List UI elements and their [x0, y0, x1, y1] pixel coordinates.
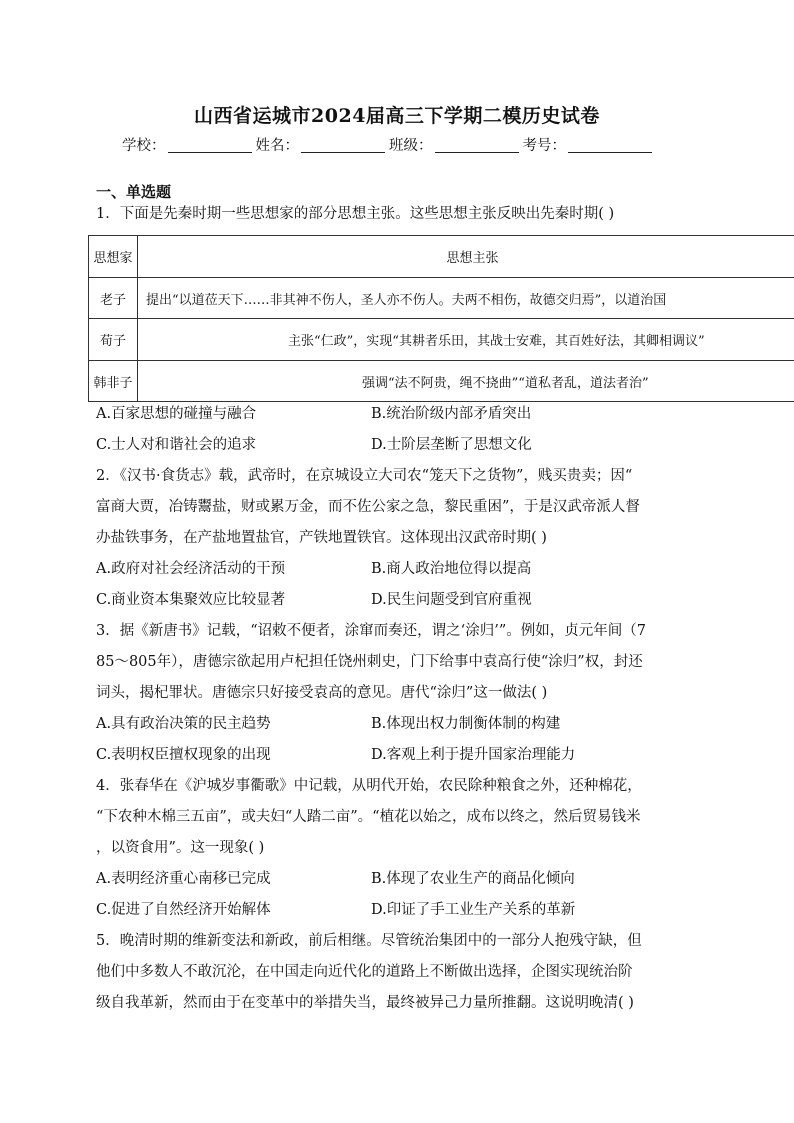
table-row	[89, 319, 794, 361]
table-cell-idea: 强调“法不阿贵，绳不挠曲”“道私者乱，道法者治”	[138, 361, 794, 402]
student-info-row	[122, 134, 656, 155]
table-header-row	[89, 236, 794, 278]
q3-line: 3．据《新唐书》记载，“诏敕不便者，涂窜而奏还，谓之‘涂归’”。例如，贞元年间（7	[96, 623, 646, 639]
q5-line: 级自我革新，然而由于在变革中的举措失当，最终被异己力量所推翻。这说明晚清( )	[96, 995, 634, 1011]
q2-line: 富商大贾，冶铸鬻盐，财或累万金，而不佐公家之急，黎民重困”，于是汉武帝派人督	[96, 499, 640, 515]
table-cell-idea: 主张“仁政”，实现“其耕者乐田，其战士安难，其百姓好法，其卿相调议”	[138, 319, 794, 361]
q4-line: 4．张春华在《沪城岁事衢歌》中记载，从明代开始，农民除种粮食之外，还种棉花，	[96, 778, 642, 794]
q2-option-a[interactable]: A.政府对社会经济活动的干预	[96, 561, 286, 577]
q4-option-d[interactable]: D.印证了手工业生产关系的革新	[371, 902, 576, 918]
table-cell-thinker: 韩非子	[89, 361, 138, 402]
q2-line: 2．《汉书·食货志》载，武帝时，在京城设立大司农“笼天下之货物”，贱买贵卖；因“	[96, 468, 633, 484]
q2-option-d[interactable]: D.民生问题受到官府重视	[371, 592, 532, 608]
q2-option-c[interactable]: C.商业资本集聚效应比较显著	[96, 592, 286, 608]
q4-option-c[interactable]: C.促进了自然经济开始解体	[96, 902, 271, 918]
q2-line: 办盐铁事务，在产盐地置盐官，产铁地置铁官。这体现出汉武帝时期( )	[96, 530, 547, 546]
q3-option-c[interactable]: C.表明权臣擅权现象的出现	[96, 747, 271, 763]
table-cell-thinker: 荀子	[89, 319, 138, 361]
q1-option-b[interactable]: B.统治阶级内部矛盾突出	[371, 406, 532, 422]
q3-option-d[interactable]: D.客观上利于提升国家治理能力	[371, 747, 576, 763]
class-blank[interactable]	[435, 138, 519, 153]
section-title: 一、单选题	[96, 183, 172, 201]
q3-line: 词头，揭杞罪状。唐德宗只好接受袁高的意见。唐代“涂归”这一做法( )	[96, 685, 548, 701]
table-cell-idea: 提出“以道莅天下……非其神不伤人，圣人亦不伤人。夫两不相伤，故德交归焉”，以道治国	[138, 278, 794, 319]
table-row	[89, 361, 794, 402]
name-blank[interactable]	[301, 138, 385, 153]
q3-option-b[interactable]: B.体现出权力制衡体制的构建	[371, 716, 561, 732]
q5-line: 5．晚清时期的维新变法和新政，前后相继。尽管统治集团中的一部分人抱残守缺，但	[96, 933, 642, 949]
q4-option-a[interactable]: A.表明经济重心南移已完成	[96, 871, 271, 887]
exam-no-label: 考号：	[522, 138, 566, 154]
table-header-cell: 思想家	[89, 236, 138, 278]
school-label: 学校：	[122, 138, 166, 154]
q1-option-a[interactable]: A.百家思想的碰撞与融合	[96, 406, 257, 422]
q1-option-d[interactable]: D.士阶层垄断了思想文化	[371, 437, 532, 453]
q4-line: ，以资食用”。这一现象( )	[96, 840, 265, 856]
q3-option-a[interactable]: A.具有政治决策的民主趋势	[96, 716, 271, 732]
q1-stem: 1．下面是先秦时期一些思想家的部分思想主张。这些思想主张反映出先秦时期( )	[96, 206, 615, 222]
q1-table	[88, 235, 794, 402]
table-header-cell: 思想主张	[138, 236, 794, 278]
q2-option-b[interactable]: B.商人政治地位得以提高	[371, 561, 532, 577]
q3-line: 85～805年），唐德宗欲起用卢杞担任饶州刺史，门下给事中袁高行使“涂归”权，封还	[96, 654, 643, 670]
school-blank[interactable]	[168, 138, 252, 153]
q4-line: “下农种木棉三五亩”，或夫妇“人踏二亩”。“植花以始之，成布以终之，然后贸易钱米	[96, 809, 641, 825]
table-row	[89, 278, 794, 319]
class-label: 班级：	[389, 138, 433, 154]
q4-option-b[interactable]: B.体现了农业生产的商品化倾向	[371, 871, 575, 887]
exam-title: 山西省运城市2024届高三下学期二模历史试卷	[194, 105, 600, 127]
name-label: 姓名：	[255, 138, 299, 154]
table-cell-thinker: 老子	[89, 278, 138, 319]
q5-line: 他们中多数人不敢沉沦，在中国走向近代化的道路上不断做出选择，企图实现统治阶	[96, 964, 633, 980]
q1-option-c[interactable]: C.士人对和谐社会的追求	[96, 437, 257, 453]
exam-no-blank[interactable]	[568, 138, 652, 153]
